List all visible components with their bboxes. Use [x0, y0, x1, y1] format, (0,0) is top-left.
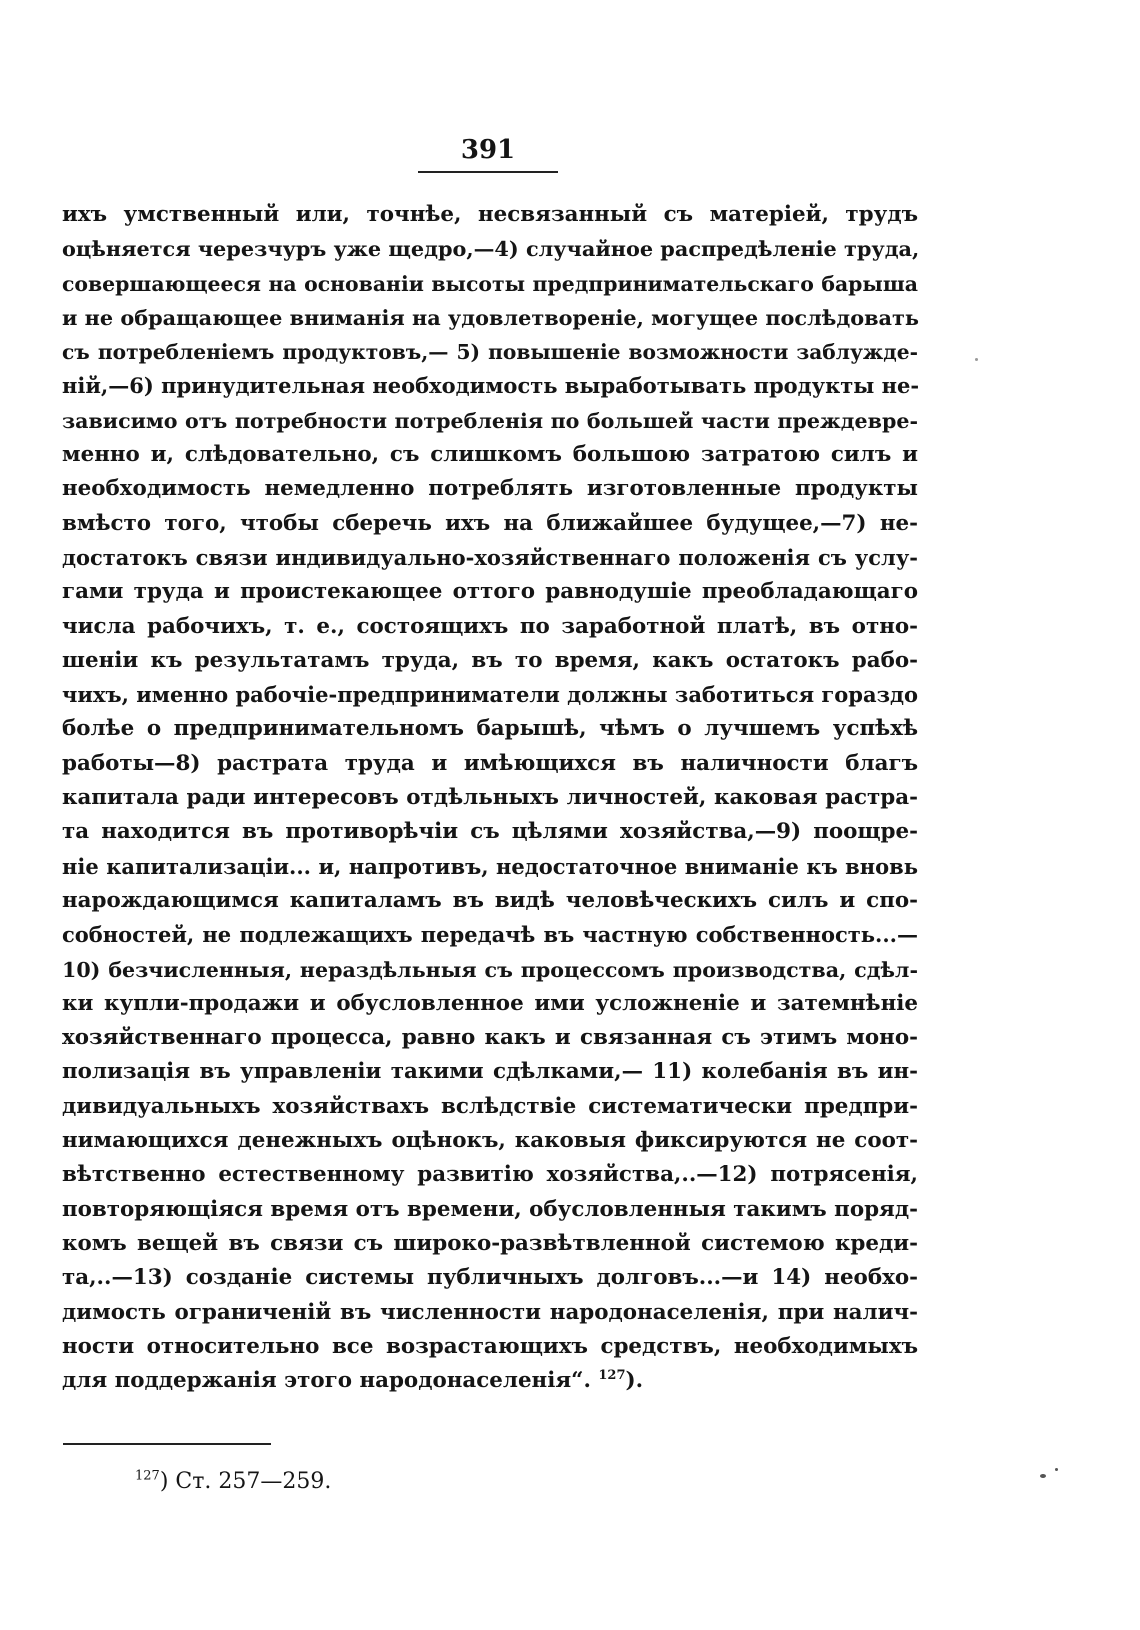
text-line: ній,—6) принудительная необходимость выработывать продукты не-: [62, 373, 920, 399]
text-line: ихъ умственный или, точнѣе, несвязанный съ матеріей, трудъ: [62, 202, 918, 227]
text-line: нимающихся денежныхъ оцѣнокъ, каковыя фиксируются не соот-: [62, 1128, 918, 1154]
text-line: вѣтственно естественному развитію хозяйства,..—12) потрясенія,: [62, 1162, 918, 1188]
text-line: капитала ради интересовъ отдѣльныхъ личностей, каковая растра-: [62, 785, 918, 811]
text-line: собностей, не подлежащихъ передачѣ въ частную собственность...—: [62, 922, 918, 948]
text-line: комъ вещей въ связи съ широко-развѣтвленной системою креди-: [62, 1230, 918, 1256]
footnote-text: ) Ст. 257—259.: [159, 1469, 332, 1494]
text-line: димость ограниченій въ численности народонаселенія, при налич-: [62, 1299, 918, 1325]
text-line: ки купли-продажи и обусловленное ими усложненіе и затемнѣніе: [62, 990, 918, 1016]
text-line-last: [62, 1364, 918, 1398]
footnote-rule: [63, 1443, 271, 1445]
text-line: работы—8) растрата труда и имѣющихся въ наличности благъ: [62, 750, 918, 776]
text-line: достатокъ связи индивидуально-хозяйственнаго положенія съ услу-: [62, 544, 918, 570]
text-line: чихъ, именно рабочіе-предприниматели должны заботиться гораздо: [62, 682, 918, 708]
footnote-ref-marker: 127: [598, 1367, 626, 1383]
text-line: необходимость немедленно потреблять изготовленные продукты: [62, 476, 918, 502]
text-line: та находится въ противорѣчіи съ цѣлями хозяйства,—9) поощре-: [62, 819, 918, 845]
text-line: та,..—13) созданіе системы публичныхъ долговъ...—и 14) необхо-: [62, 1265, 918, 1291]
text-line: дивидуальныхъ хозяйствахъ вслѣдствіе систематически предпри-: [62, 1093, 918, 1119]
header-rule: [418, 171, 558, 173]
page-number: 391: [460, 135, 516, 165]
text-line: вмѣсто того, чтобы сберечь ихъ на ближайшее будущее,—7) не-: [62, 510, 918, 536]
text-line: хозяйственнаго процесса, равно какъ и связанная съ этимъ моно-: [62, 1025, 918, 1051]
scan-speck: [1055, 1468, 1058, 1471]
text-line: ніе капитализаціи... и, напротивъ, недостаточное вниманіе къ вновь: [62, 853, 918, 879]
text-line: болѣе о предпринимательномъ барышѣ, чѣмъ о лучшемъ успѣхѣ: [62, 716, 918, 742]
text-line: менно и, слѣдовательно, съ слишкомъ большою затратою силъ и: [62, 442, 918, 468]
last-line-text: для поддержанія этого народонаселенія“.: [62, 1368, 591, 1394]
text-line: зависимо отъ потребности потребленія по большей части преждевре-: [62, 408, 918, 433]
footnote-number: 127: [135, 1468, 160, 1484]
footnote: [135, 1465, 331, 1499]
text-line: оцѣняется черезчуръ уже щедро,—4) случайное распредѣленіе труда,: [62, 236, 920, 262]
text-line: ности относительно все возрастающихъ средствъ, необходимыхъ: [62, 1333, 918, 1359]
last-line-tail: ).: [625, 1368, 644, 1394]
body-text: [62, 198, 918, 1398]
scan-speck: [975, 358, 978, 361]
text-line: нарождающимся капиталамъ въ видѣ человѣческихъ силъ и спо-: [62, 887, 918, 913]
text-line: полизація въ управленіи такими сдѣлками,— 11) колебанія въ ин-: [62, 1059, 918, 1085]
text-line: числа рабочихъ, т. е., состоящихъ по заработной платѣ, въ отно-: [62, 613, 918, 639]
text-line: шеніи къ результатамъ труда, въ то время, какъ остатокъ рабо-: [62, 647, 918, 673]
text-line: 10) безчисленныя, нераздѣльныя съ процессомъ производства, сдѣл-: [62, 957, 918, 982]
text-line: съ потребленіемъ продуктовъ,— 5) повышеніе возможности заблужде-: [62, 340, 918, 365]
scan-speck: [1040, 1474, 1046, 1478]
text-line: совершающееся на основаніи высоты предпринимательскаго барыша: [62, 271, 918, 296]
text-line: повторяющіяся время отъ времени, обусловленныя такимъ поряд-: [62, 1196, 918, 1222]
text-line: и не обращающее вниманія на удовлетвореніе, могущее послѣдовать: [62, 304, 920, 330]
text-line: гами труда и проистекающее оттого равнодушіе преобладающаго: [62, 579, 918, 605]
